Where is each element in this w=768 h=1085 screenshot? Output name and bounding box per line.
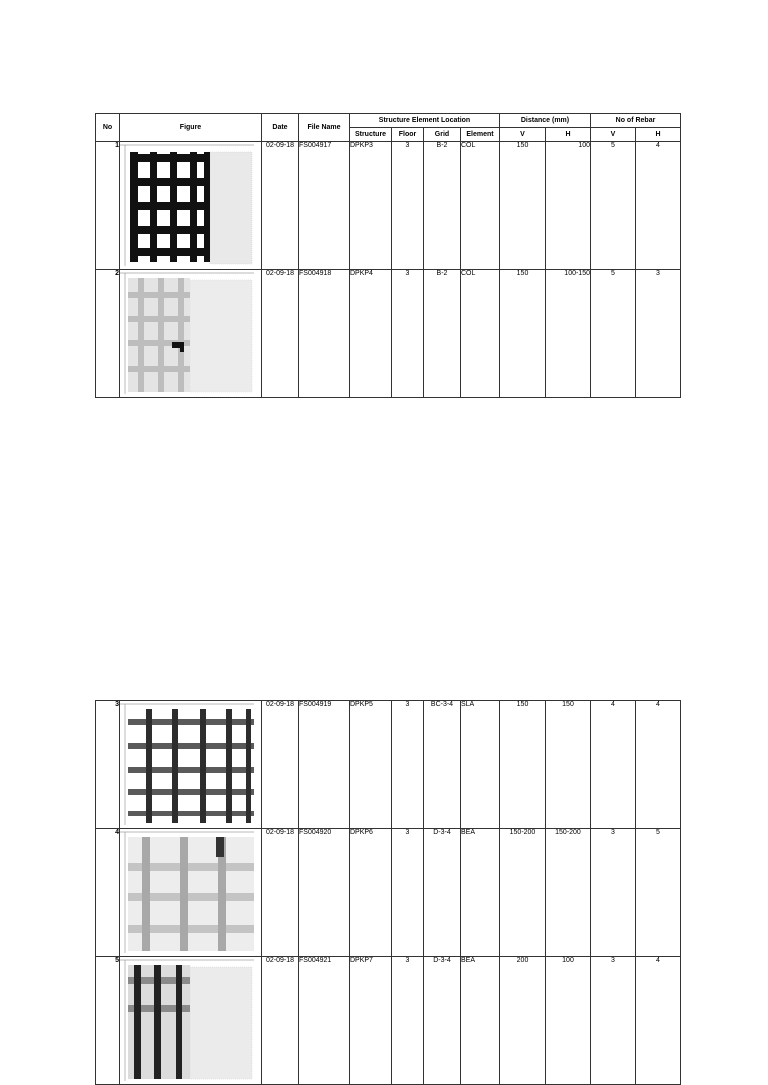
row-no: 4 — [96, 829, 120, 957]
distance-v-cell: 200 — [500, 957, 546, 1085]
structure-cell: DPKP7 — [350, 957, 392, 1085]
row-no: 5 — [96, 957, 120, 1085]
header-figure: Figure — [120, 114, 262, 142]
row-no: 3 — [96, 701, 120, 829]
rebar-h-cell: 4 — [636, 701, 681, 829]
table-row — [96, 270, 681, 398]
structure-cell: DPKP4 — [350, 270, 392, 398]
floor-cell: 3 — [392, 270, 424, 398]
table-row — [96, 957, 681, 1085]
row-no: 1 — [96, 142, 120, 270]
date-cell: 02-09-18 — [262, 142, 299, 270]
table-row — [96, 142, 681, 270]
rebar-h-cell: 4 — [636, 142, 681, 270]
distance-v-cell: 150 — [500, 142, 546, 270]
date-cell: 02-09-18 — [262, 957, 299, 1085]
header-distance-h: H — [546, 128, 591, 142]
structure-cell: DPKP5 — [350, 701, 392, 829]
header-structure: Structure — [350, 128, 392, 142]
rebar-h-cell: 4 — [636, 957, 681, 1085]
header-distance-v: V — [500, 128, 546, 142]
header-no-of-rebar: No of Rebar — [591, 114, 681, 128]
header-rebar-v: V — [591, 128, 636, 142]
distance-h-cell: 150 — [546, 701, 591, 829]
distance-h-cell: 150-200 — [546, 829, 591, 957]
file-name-cell: FS004919 — [299, 701, 350, 829]
header-date: Date — [262, 114, 299, 142]
rebar-v-cell: 5 — [591, 270, 636, 398]
date-cell: 02-09-18 — [262, 270, 299, 398]
rebar-v-cell: 3 — [591, 957, 636, 1085]
header-floor: Floor — [392, 128, 424, 142]
rebar-v-cell: 4 — [591, 701, 636, 829]
mixed-mesh-half-icon — [120, 957, 254, 1081]
distance-h-cell: 100-150 — [546, 270, 591, 398]
grid-cell: D-3-4 — [424, 829, 461, 957]
figure-cell — [120, 270, 262, 398]
file-name-cell: FS004920 — [299, 829, 350, 957]
file-name-cell: FS004917 — [299, 142, 350, 270]
figure-cell — [120, 142, 262, 270]
file-name-cell: FS004921 — [299, 957, 350, 1085]
distance-v-cell: 150 — [500, 701, 546, 829]
row-no: 2 — [96, 270, 120, 398]
grid-cell: BC-3-4 — [424, 701, 461, 829]
table-row — [96, 701, 681, 829]
figure-cell — [120, 957, 262, 1085]
rebar-table-page-2 — [95, 700, 681, 1085]
date-cell: 02-09-18 — [262, 829, 299, 957]
distance-v-cell: 150-200 — [500, 829, 546, 957]
floor-cell: 3 — [392, 829, 424, 957]
figure-cell — [120, 701, 262, 829]
dark-mesh-full-icon — [120, 701, 254, 825]
rebar-table-page-1 — [95, 113, 681, 398]
floor-cell: 3 — [392, 957, 424, 1085]
header-distance: Distance (mm) — [500, 114, 591, 128]
floor-cell: 3 — [392, 701, 424, 829]
structure-cell: DPKP6 — [350, 829, 392, 957]
table-row — [96, 829, 681, 957]
grid-cell: B-2 — [424, 270, 461, 398]
header-element: Element — [461, 128, 500, 142]
element-cell: SLA — [461, 701, 500, 829]
element-cell: COL — [461, 142, 500, 270]
header-structure-element-location: Structure Element Location — [350, 114, 500, 128]
date-cell: 02-09-18 — [262, 701, 299, 829]
header-rebar-h: H — [636, 128, 681, 142]
structure-cell: DPKP3 — [350, 142, 392, 270]
header-no: No — [96, 114, 120, 142]
distance-h-cell: 100 — [546, 957, 591, 1085]
distance-h-cell: 100 — [546, 142, 591, 270]
element-cell: COL — [461, 270, 500, 398]
light-mesh-full-icon — [120, 829, 254, 953]
rebar-h-cell: 3 — [636, 270, 681, 398]
grid-cell: D-3-4 — [424, 957, 461, 1085]
figure-cell — [120, 829, 262, 957]
floor-cell: 3 — [392, 142, 424, 270]
header-file-name: File Name — [299, 114, 350, 142]
light-mesh-half-icon — [120, 270, 254, 394]
grid-cell: B-2 — [424, 142, 461, 270]
element-cell: BEA — [461, 829, 500, 957]
file-name-cell: FS004918 — [299, 270, 350, 398]
header-grid: Grid — [424, 128, 461, 142]
element-cell: BEA — [461, 957, 500, 1085]
rebar-v-cell: 5 — [591, 142, 636, 270]
rebar-h-cell: 5 — [636, 829, 681, 957]
rebar-v-cell: 3 — [591, 829, 636, 957]
distance-v-cell: 150 — [500, 270, 546, 398]
dark-mesh-half-icon — [120, 142, 254, 266]
